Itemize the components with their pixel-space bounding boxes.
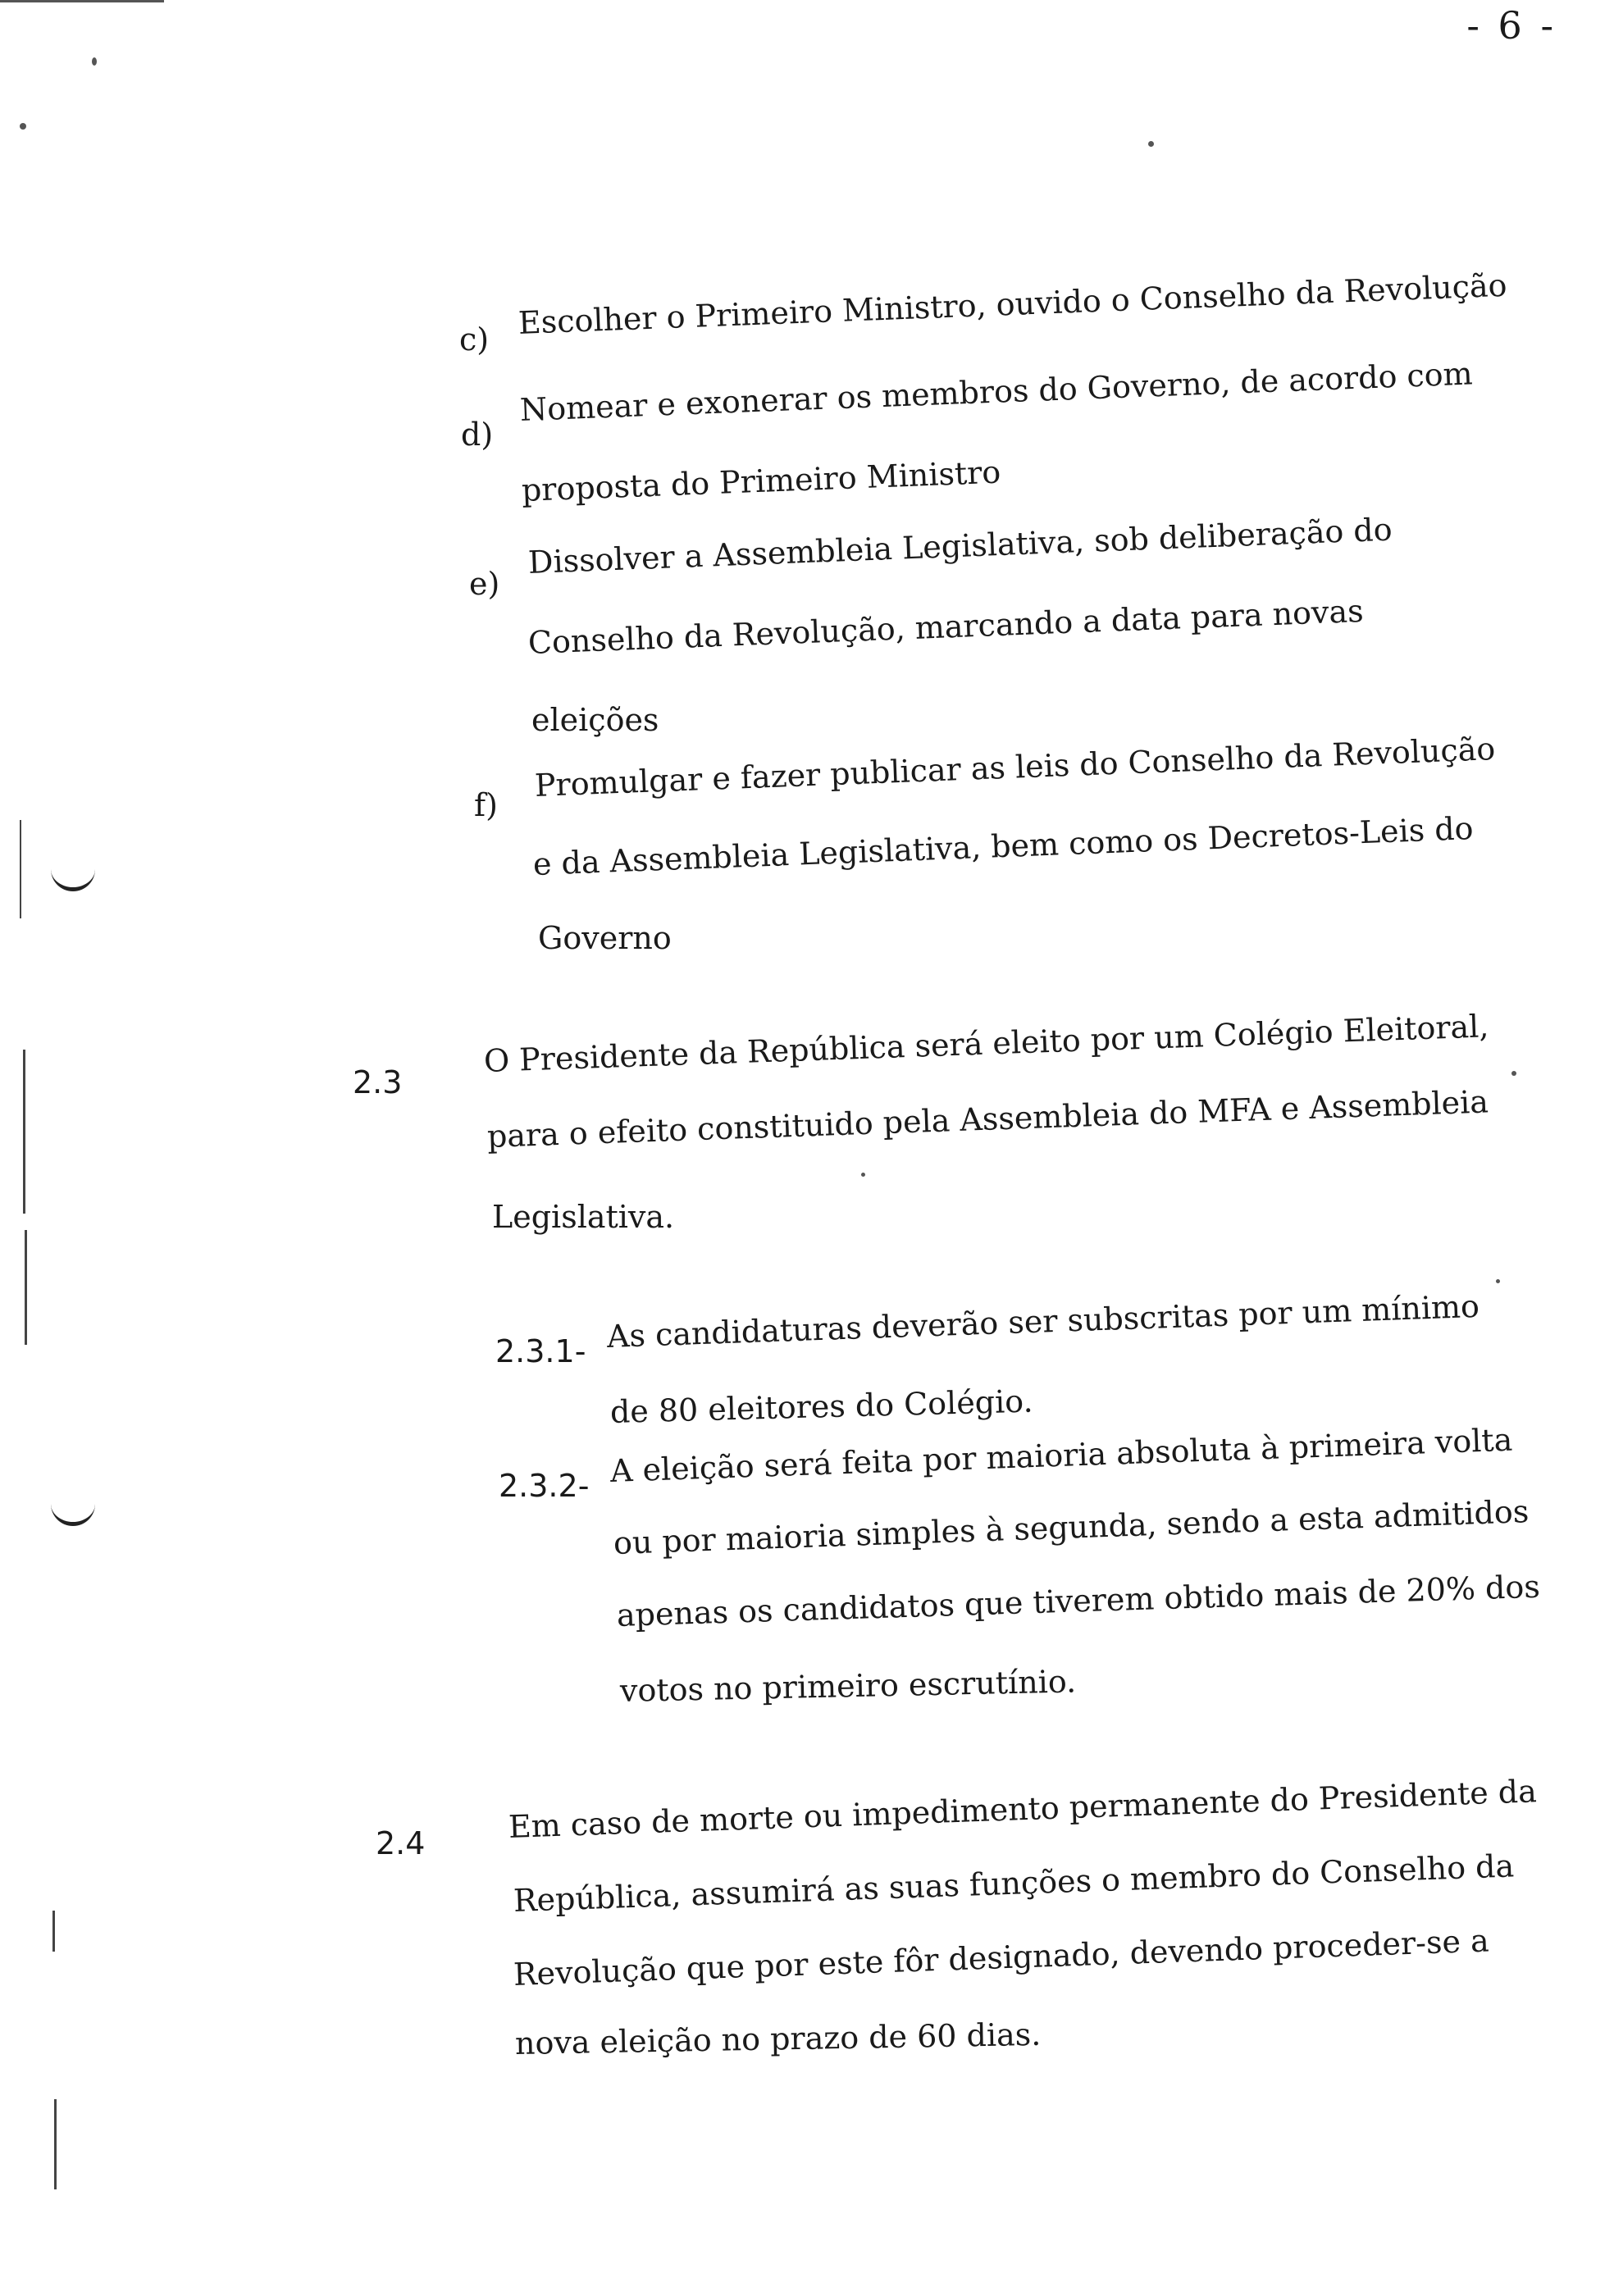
section-number-2-3-1: 2.3.1- (495, 1333, 586, 1369)
section-2-4-line-2: República, assumirá as suas funções o membro do Conselho da (513, 1847, 1515, 1919)
section-2-3-line-1: O Presidente da República será eleito por um Colégio Eleitoral, (483, 1008, 1490, 1079)
section-number-2-3: 2.3 (353, 1064, 403, 1100)
scan-margin-curve (51, 863, 95, 891)
list-marker-d: d) (461, 417, 494, 453)
section-2-3-2-line-2: ou por maioria simples à segunda, sendo a esta admitidos (613, 1493, 1530, 1561)
scan-speck (20, 123, 26, 130)
section-2-4-line-1: Em caso de morte ou impedimento permanente do Presidente da (508, 1773, 1538, 1845)
list-item-c-line-1: Escolher o Primeiro Ministro, ouvido o Conselho da Revolução (517, 266, 1508, 341)
section-number-2-3-2: 2.3.2- (499, 1468, 590, 1504)
scan-margin-line (52, 1911, 55, 1952)
scan-speck (1511, 1071, 1516, 1076)
list-marker-c: c) (459, 321, 490, 358)
list-marker-f: f) (474, 787, 498, 823)
scan-speck (861, 1173, 865, 1177)
section-2-3-2-line-3: apenas os candidatos que tiverem obtido mais de 20% dos (616, 1568, 1541, 1633)
list-item-d-line-2: proposta do Primeiro Ministro (521, 453, 1001, 508)
list-marker-e: e) (469, 566, 500, 602)
scan-speck (1496, 1279, 1500, 1283)
scan-speck (1148, 141, 1154, 147)
list-item-d-line-1: Nomear e exonerar os membros do Governo, de acordo com (519, 355, 1474, 428)
page-number: - 6 - (1466, 3, 1557, 48)
section-2-3-1-line-1: As candidaturas deverão ser subscritas por um mínimo (606, 1287, 1480, 1355)
scan-edge-rule (0, 0, 164, 2)
scan-margin-curve (51, 1497, 95, 1526)
scan-margin-line (54, 2099, 57, 2189)
section-2-4-line-4: nova eleição no prazo de 60 dias. (514, 2016, 1042, 2061)
scan-margin-line (20, 820, 21, 918)
list-item-f-line-2: e da Assembleia Legislativa, bem como os Decretos-Leis do (532, 809, 1475, 882)
scan-speck (92, 57, 97, 66)
section-2-3-2-line-1: A eleição será feita por maioria absoluta à primeira volta (609, 1421, 1513, 1489)
scan-margin-line (23, 1050, 25, 1214)
list-item-f-line-3: Governo (538, 920, 672, 956)
section-number-2-4: 2.4 (376, 1825, 426, 1861)
list-item-e-line-2: Conselho da Revolução, marcando a data para novas (527, 592, 1365, 661)
list-item-f-line-1: Promulgar e fazer publicar as leis do Conselho da Revolução (534, 731, 1496, 804)
list-item-e-line-3: eleições (531, 702, 659, 738)
section-2-4-line-3: Revolução que por este fôr designado, devendo proceder-se a (513, 1922, 1490, 1993)
section-2-3-line-2: para o efeito constituido pela Assembleia do MFA e Assembleia (486, 1083, 1489, 1155)
section-2-3-line-3: Legislativa. (492, 1199, 675, 1235)
section-2-3-2-line-4: votos no primeiro escrutínio. (619, 1663, 1077, 1709)
scan-margin-line (25, 1230, 27, 1345)
section-2-3-1-line-2: de 80 eleitores do Colégio. (609, 1383, 1034, 1430)
list-item-e-line-1: Dissolver a Assembleia Legislativa, sob deliberação do (527, 511, 1393, 581)
